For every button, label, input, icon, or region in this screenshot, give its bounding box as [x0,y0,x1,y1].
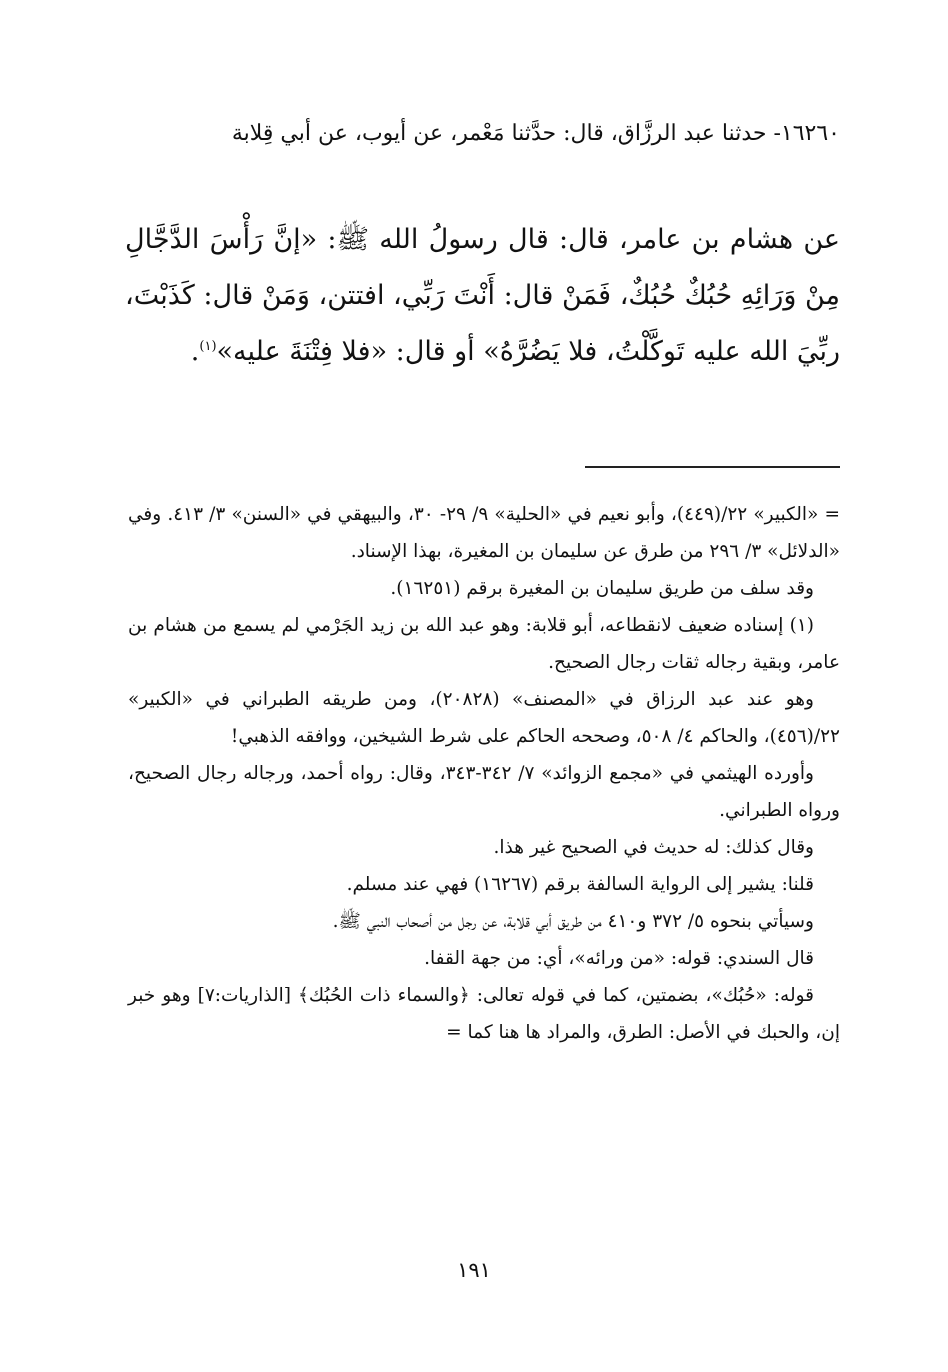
footnote-paragraph: (١) إسناده ضعيف لانقطاعه، أبو قلابة: وهو عبد الله بن زيد الجَرْمي لم يسمع من هشام بن عامر، وبقية رجاله ثقات رجال الصحيح. [128,615,840,673]
footnote-paragraph: وأورده الهيثمي في «مجمع الزوائد» ٧/ ٣٤٢-٣٤٣، وقال: رواه أحمد، ورجاله رجال الصحيح، ورواه الطبراني. [128,763,840,821]
footnote-paragraph: وقد سلف من طريق سليمان بن المغيرة برقم (١٦٢٥١). [390,578,814,599]
hadith-isnad [125,112,840,156]
footnote-paragraph: وسيأتي بنحوه ٥/ ٣٧٢ و٤١٠ من طريق أبي قلابة، عن رجل من أصحاب النبي ﷺ. [332,911,814,932]
hadith-end-mark: . [190,336,200,367]
footnote-paragraph: وقال كذلك: له حديث في الصحيح غير هذا. [493,837,814,858]
footnote-reference: (١) [199,339,217,354]
footnote-paragraph: = «الكبير» ٢٢/(٤٤٩)، وأبو نعيم في «الحلية» ٩/ ٢٩- ٣٠، والبيهقي في «السنن» ٣/ ٤١٣. وفي «الدلائل» ٣/ ٢٩٦ من طرق عن سليمان بن المغيرة، بهذا الإسناد. [128,504,840,562]
hadith-matn [125,212,840,380]
footnote-paragraph: قلنا: يشير إلى الرواية السالفة برقم (١٦٢٦٧) فهي عند مسلم. [346,874,814,895]
hadith-isnad-text: ١٦٢٦٠- حدثنا عبد الرزَّاق، قال: حدَّثنا مَعْمر، عن أيوب، عن أبي قِلابة [231,121,840,146]
page-number: ١٩١ [457,1258,491,1282]
footnote-paragraph: قوله: «حُبُك»، بضمتين، كما في قوله تعالى: ﴿والسماء ذات الحُبُك﴾ [الذاريات:٧] وهو خبر إن، والحبك في الأصل: الطرق، والمراد ها هنا كما = [128,985,840,1043]
footnote-paragraph: وهو عند عبد الرزاق في «المصنف» (٢٠٨٢٨)، ومن طريقه الطبراني في «الكبير» ٢٢/(٤٥٦)، والحاكم ٤/ ٥٠٨، وصححه الحاكم على شرط الشيخين، ووافقه الذهبي! [128,689,840,747]
footnote-separator-line [585,466,840,468]
footnotes-section [128,496,840,1051]
hadith-matn-text: عن هشام بن عامر، قال: قال رسولُ الله ﷺ: «إنَّ رَأْسَ الدَّجَّالِ مِنْ وَرَائِهِ حُبُكٌ حُبُكٌ، فَمَنْ قال: أَنْتَ رَبِّي، افتتن، وَمَنْ قال: كَذَبْتَ، ربِّيَ الله عليه تَوكَّلْتُ، فلا يَضُرَّهُ» أو قال: «فلا فِتْنَةَ عليه» [125,224,840,367]
footnote-paragraph: قال السندي: قوله: «من ورائه»، أي: من جهة القفا. [424,948,814,969]
